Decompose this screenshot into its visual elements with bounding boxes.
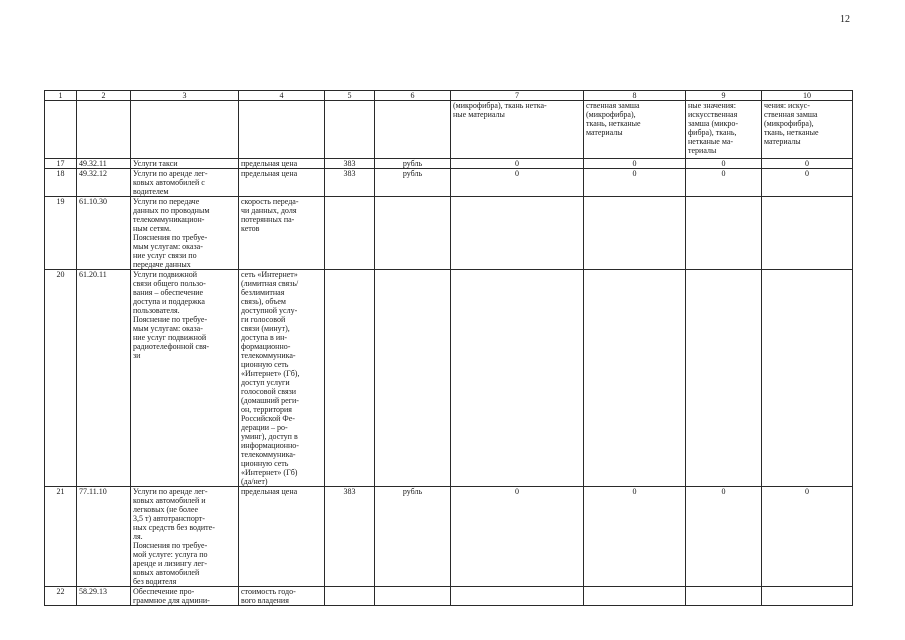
table-cell: [131, 101, 239, 159]
value-col9: 0: [686, 487, 762, 587]
table-cell: [239, 101, 325, 159]
unit-name: рубль: [375, 159, 451, 169]
table-cell: [45, 101, 77, 159]
table-row: [45, 169, 853, 197]
table-row: [45, 159, 853, 169]
service-description: Обеспечение про- граммное для админи-: [131, 587, 239, 606]
characteristic: предельная цена: [239, 169, 325, 197]
value-col10: 0: [762, 487, 853, 587]
okei-code: [325, 197, 375, 270]
table-row: [45, 270, 853, 487]
column-number: 4: [239, 91, 325, 101]
unit-name: рубль: [375, 169, 451, 197]
column-number: 8: [584, 91, 686, 101]
okei-code: 383: [325, 159, 375, 169]
value-col10: 0: [762, 159, 853, 169]
column-number-row: [45, 91, 853, 101]
characteristic: скорость переда- чи данных, доля потерянных па- кетов: [239, 197, 325, 270]
value-col7: 0: [451, 159, 584, 169]
value-col7: 0: [451, 487, 584, 587]
okpd-code: 77.11.10: [77, 487, 131, 587]
unit-name: рубль: [375, 487, 451, 587]
column-number: 6: [375, 91, 451, 101]
okei-code: 383: [325, 487, 375, 587]
table-cell: [325, 101, 375, 159]
okpd-code: 49.32.12: [77, 169, 131, 197]
okei-code: [325, 270, 375, 487]
carry-over-row: [45, 101, 853, 159]
service-description: Услуги по передаче данных по проводным телекоммуникацион- ным сетям. Пояснения по требуе- мым услугам: оказа- ние услуг связи по передаче данных: [131, 197, 239, 270]
value-col8: [584, 270, 686, 487]
page-number: 12: [840, 14, 850, 25]
characteristic: предельная цена: [239, 159, 325, 169]
requirements-table: [44, 90, 853, 606]
column-number: 9: [686, 91, 762, 101]
column-number: 10: [762, 91, 853, 101]
table-cell: [77, 101, 131, 159]
table-cell: [375, 101, 451, 159]
value-col10: [762, 197, 853, 270]
value-col8: [584, 587, 686, 606]
value-col7: 0: [451, 169, 584, 197]
value-col8: [584, 197, 686, 270]
service-description: Услуги такси: [131, 159, 239, 169]
okpd-code: 58.29.13: [77, 587, 131, 606]
characteristic: предельная цена: [239, 487, 325, 587]
value-col9: [686, 270, 762, 487]
unit-name: [375, 197, 451, 270]
row-number: 21: [45, 487, 77, 587]
carry-text-col10: чения: искус- ственная замша (микрофибра), ткань, нетканые материалы: [762, 101, 853, 159]
column-number: 5: [325, 91, 375, 101]
value-col8: 0: [584, 169, 686, 197]
table-row: [45, 487, 853, 587]
column-number: 7: [451, 91, 584, 101]
unit-name: [375, 270, 451, 487]
okei-code: 383: [325, 169, 375, 197]
value-col9: 0: [686, 159, 762, 169]
service-description: Услуги подвижной связи общего пользо- вания – обеспечение доступа и поддержка пользователя. Пояснение по требуе- мым услугам: оказа- ние услуг подвижной радиотелефонной свя- зи: [131, 270, 239, 487]
value-col7: [451, 270, 584, 487]
value-col9: [686, 587, 762, 606]
table-row: [45, 197, 853, 270]
value-col7: [451, 587, 584, 606]
value-col8: 0: [584, 159, 686, 169]
carry-text-col7: (микрофибра), ткань нетка- ные материалы: [451, 101, 584, 159]
row-number: 22: [45, 587, 77, 606]
value-col7: [451, 197, 584, 270]
service-description: Услуги по аренде лег- ковых автомобилей с водителем: [131, 169, 239, 197]
row-number: 18: [45, 169, 77, 197]
row-number: 17: [45, 159, 77, 169]
carry-text-col9: ные значения: искусственная замша (микро- фибра), ткань, нетканые ма- териалы: [686, 101, 762, 159]
row-number: 19: [45, 197, 77, 270]
row-number: 20: [45, 270, 77, 487]
column-number: 2: [77, 91, 131, 101]
okpd-code: 61.20.11: [77, 270, 131, 487]
value-col9: 0: [686, 169, 762, 197]
characteristic: стоимость годо- вого владения: [239, 587, 325, 606]
value-col10: 0: [762, 169, 853, 197]
table-row: [45, 587, 853, 606]
characteristic: сеть «Интернет» (лимитная связь/ безлимитная связь), объем доступной услу- ги голосовой связи (минут), доступа в ин- формационно- телекоммуника- ционную сеть «Интернет» (Гб), доступ услуги голосовой связи (домашний реги- он, территория Российской Фе- дерации – ро- уминг), доступ в информационно- телекоммуника- ционную сеть «Интернет» (Гб) (да/нет): [239, 270, 325, 487]
column-number: 1: [45, 91, 77, 101]
okpd-code: 61.10.30: [77, 197, 131, 270]
value-col10: [762, 270, 853, 487]
value-col10: [762, 587, 853, 606]
unit-name: [375, 587, 451, 606]
column-number: 3: [131, 91, 239, 101]
service-description: Услуги по аренде лег- ковых автомобилей и легковых (не более 3,5 т) автотранспорт- ных средств без водите- ля. Пояснения по требуе- мой услуге: услуга по аренде и лизингу лег- ковых автомобилей без водителя: [131, 487, 239, 587]
value-col8: 0: [584, 487, 686, 587]
okei-code: [325, 587, 375, 606]
value-col9: [686, 197, 762, 270]
okpd-code: 49.32.11: [77, 159, 131, 169]
carry-text-col8: ственная замша (микрофибра), ткань, нетканые материалы: [584, 101, 686, 159]
